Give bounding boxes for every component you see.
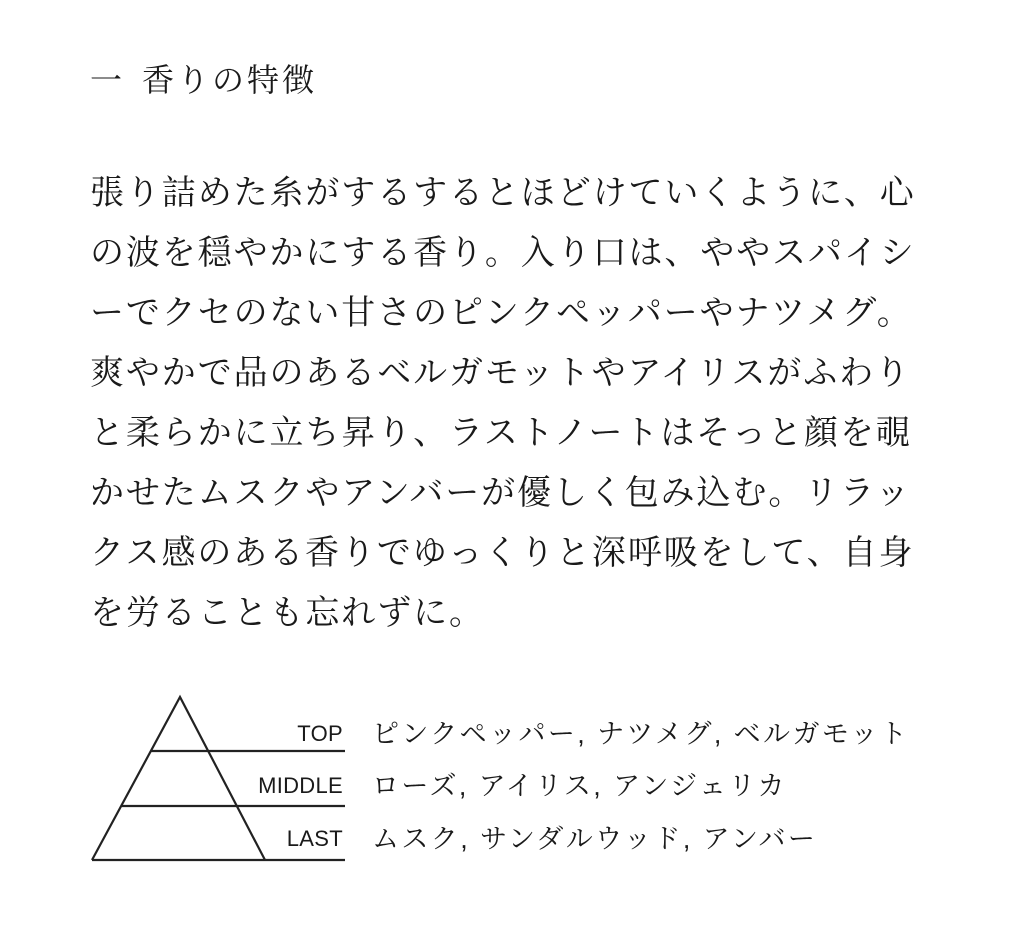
note-label-last: LAST [286,826,343,851]
fragrance-description [90,163,990,643]
note-label-middle: MIDDLE [258,773,343,798]
description-line: ーでクセのない甘さのピンクペッパーやナツメグ。 [90,294,913,332]
description-line: 張り詰めた糸がするするとほどけていくように、心 [90,174,916,212]
section-heading [90,58,317,102]
note-row-last [190,820,817,858]
description-line: かせたムスクやアンバーが優しく包み込む。リラッ [90,474,912,512]
description-line: の波を穏やかにする香り。入り口は、ややスパイシ [90,234,916,272]
note-text-middle: ローズ, アイリス, アンジェリカ [372,771,787,801]
heading-dash: 一 [90,62,123,98]
heading-title: 香りの特徴 [142,62,318,98]
description-line: を労ることも忘れずに。 [90,594,485,632]
note-text-last: ムスク, サンダルウッド, アンバー [372,824,818,854]
description-line: と柔らかに立ち昇り、ラストノートはそっと顔を覗 [90,414,912,452]
note-text-top: ピンクペッパー, ナツメグ, ベルガモット [372,719,910,749]
note-row-top [190,715,909,753]
description-line: クス感のある香りでゆっくりと深呼吸をして、自身 [90,534,915,572]
note-label-top: TOP [297,721,343,746]
description-line: 爽やかで品のあるベルガモットやアイリスがふわり [90,354,911,392]
note-row-middle [190,767,787,805]
